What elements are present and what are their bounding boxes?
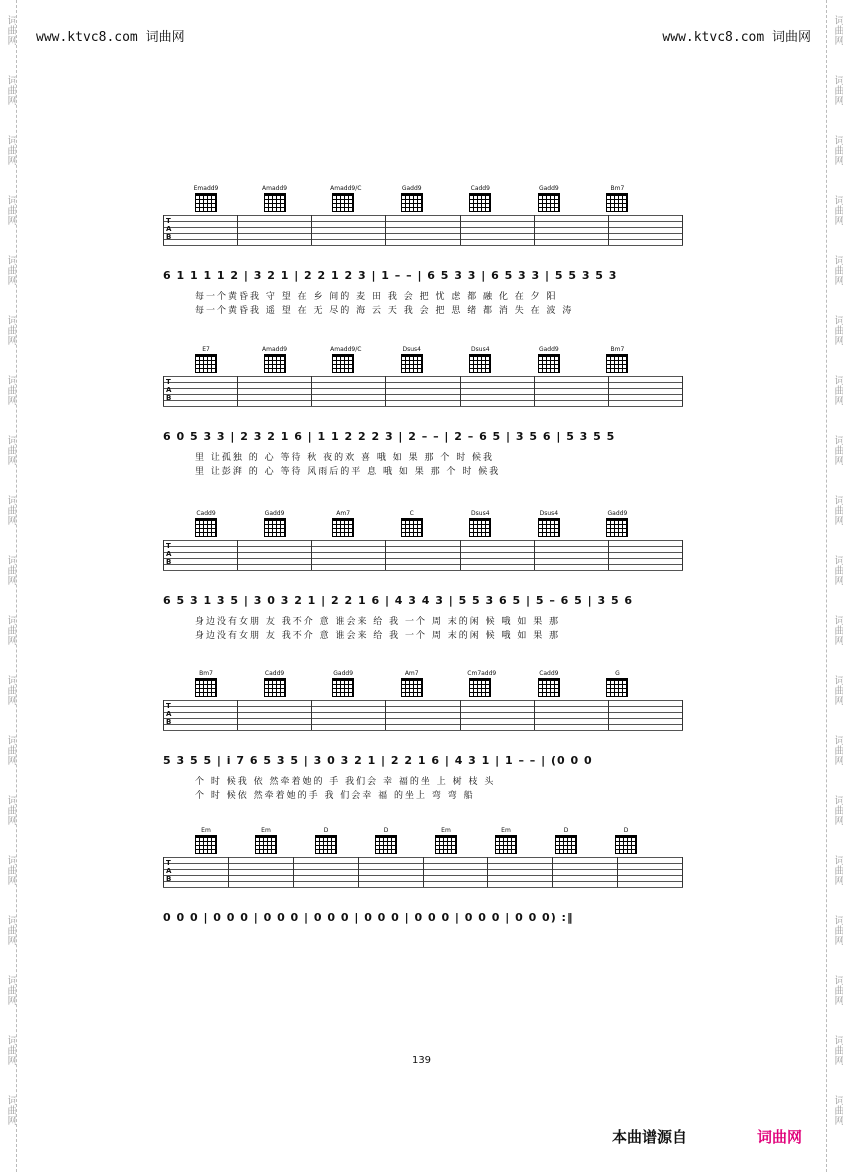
- chord-diagram: [536, 185, 562, 212]
- chord-name: Amadd9: [262, 185, 288, 192]
- chord-diagram: [193, 670, 219, 697]
- chord-grid: [332, 678, 354, 697]
- tab-line: [163, 730, 683, 731]
- side-watermark-text: 词曲网: [832, 135, 843, 165]
- chord-diagram: [399, 510, 425, 537]
- tab-line: [163, 724, 683, 725]
- bar-line: [311, 215, 312, 245]
- chord-diagram: [330, 185, 362, 212]
- tab-line: [163, 706, 683, 707]
- chord-grid: [195, 518, 217, 537]
- side-watermark-text: 词曲网: [832, 435, 843, 465]
- chord-grid: [469, 193, 491, 212]
- side-watermark-text: 词曲网: [5, 435, 16, 465]
- tab-line: [163, 376, 683, 377]
- chord-name: Am7: [404, 670, 419, 677]
- lyric-line: 里 让彭湃 的 心 等待 风雨后的平 息 哦 如 果 那 个 时 候我: [195, 467, 501, 477]
- tab-staff: [163, 376, 683, 406]
- tab-line: [163, 406, 683, 407]
- bar-line: [608, 540, 609, 570]
- chord-diagram: [604, 346, 630, 373]
- chord-grid: [606, 518, 628, 537]
- chord-diagram: [536, 346, 562, 373]
- tab-line: [163, 394, 683, 395]
- chord-name: Em: [261, 827, 271, 834]
- side-watermark-text: 词曲网: [832, 795, 843, 825]
- bar-line: [237, 540, 238, 570]
- chord-diagram: [604, 510, 630, 537]
- tab-staff: [163, 215, 683, 245]
- bar-line: [228, 857, 229, 887]
- bar-line: [163, 700, 164, 730]
- chord-name: Gadd9: [538, 346, 559, 353]
- chord-name: E7: [202, 346, 210, 353]
- bar-line: [163, 215, 164, 245]
- side-watermark-text: 词曲网: [832, 75, 843, 105]
- tab-line: [163, 712, 683, 713]
- tab-line: [163, 558, 683, 559]
- bar-line: [293, 857, 294, 887]
- side-watermark-text: 词曲网: [5, 375, 16, 405]
- side-watermark-text: 词曲网: [5, 795, 16, 825]
- chord-diagram: [536, 510, 562, 537]
- bar-line: [552, 857, 553, 887]
- side-watermark-text: 词曲网: [5, 495, 16, 525]
- bar-line: [608, 376, 609, 406]
- chord-grid: [469, 678, 491, 697]
- chord-name: D: [383, 827, 389, 834]
- chord-name: Em: [201, 827, 211, 834]
- bar-line: [682, 215, 683, 245]
- side-watermark-text: 词曲网: [5, 195, 16, 225]
- chord-name: Emadd9: [193, 185, 219, 192]
- tab-staff: [163, 540, 683, 570]
- lyric-line: 个 时 候我 依 然牵着她的 手 我们会 幸 福的坐 上 树 枝 头: [195, 777, 496, 787]
- chord-name: Dsus4: [402, 346, 421, 353]
- chord-diagram: [262, 670, 288, 697]
- bar-line: [385, 215, 386, 245]
- chord-name: Cadd9: [539, 670, 559, 677]
- page-number: 139: [411, 1055, 432, 1066]
- lyric-line: 身边没有女朋 友 我不介 意 谁会来 给 我 一个 周 末的闲 候 哦 如 果 那: [195, 617, 561, 627]
- chord-grid: [401, 518, 423, 537]
- chord-grid: [401, 678, 423, 697]
- chord-name: Gadd9: [333, 670, 354, 677]
- chord-diagram: [193, 185, 219, 212]
- tab-clef: T A B: [166, 859, 172, 883]
- tab-line: [163, 552, 683, 553]
- chord-name: Cadd9: [264, 670, 285, 677]
- chord-grid: [401, 354, 423, 373]
- side-watermark-text: 词曲网: [5, 855, 16, 885]
- side-watermark-text: 词曲网: [832, 975, 843, 1005]
- chord-grid: [332, 518, 354, 537]
- chord-grid: [332, 354, 354, 373]
- bar-line: [682, 376, 683, 406]
- chord-name: D: [623, 827, 629, 834]
- bar-line: [163, 857, 164, 887]
- chord-diagram: [399, 185, 425, 212]
- bar-line: [385, 376, 386, 406]
- chord-diagram: [399, 670, 425, 697]
- tab-line: [163, 540, 683, 541]
- chord-name: Bm7: [199, 670, 213, 677]
- side-watermark-text: 词曲网: [832, 855, 843, 885]
- chord-grid: [538, 193, 560, 212]
- bar-line: [608, 215, 609, 245]
- lyric-line: 每一个黄昏我 守 望 在 乡 间的 麦 田 我 会 把 忧 虑 都 融 化 在 夕 阳: [195, 292, 558, 302]
- chord-diagram: [330, 670, 356, 697]
- bar-line: [682, 857, 683, 887]
- chord-grid: [264, 518, 286, 537]
- side-watermark-text: 词曲网: [832, 495, 843, 525]
- side-watermark-text: 词曲网: [5, 555, 16, 585]
- chord-grid: [332, 193, 354, 212]
- tab-line: [163, 546, 683, 547]
- side-watermark-text: 词曲网: [5, 735, 16, 765]
- bar-line: [682, 540, 683, 570]
- right-watermark-strip: [826, 0, 843, 1172]
- tab-line: [163, 700, 683, 701]
- jianpu-numbers: 6 0 5 3 3 | 2 3 2 1 6 | 1 1 2 2 2 3 | 2 – – | 2 – 6 5 | 3 5 6 | 5 3 5 5: [163, 430, 616, 443]
- bar-line: [487, 857, 488, 887]
- tab-line: [163, 221, 683, 222]
- chord-diagram: [193, 827, 219, 854]
- tab-line: [163, 887, 683, 888]
- bar-line: [163, 540, 164, 570]
- chord-grid: [195, 193, 217, 212]
- chord-diagram: [253, 827, 279, 854]
- chord-grid: [538, 678, 560, 697]
- chord-diagram: [467, 185, 493, 212]
- chord-diagram: [604, 670, 630, 697]
- chord-diagram: [433, 827, 459, 854]
- tab-line: [163, 388, 683, 389]
- bar-line: [534, 376, 535, 406]
- side-watermark-text: 词曲网: [5, 1095, 16, 1125]
- bar-line: [460, 376, 461, 406]
- tab-clef: T A B: [166, 217, 172, 241]
- chord-name: C: [409, 510, 414, 517]
- bar-line: [311, 540, 312, 570]
- bar-line: [237, 215, 238, 245]
- lyric-line: 个 时 候依 然牵着她的手 我 们会幸 福 的坐上 弯 弯 船: [195, 791, 475, 801]
- chord-grid: [606, 678, 628, 697]
- footer-source-label: 本曲谱源自: [612, 1128, 688, 1146]
- chord-diagram: [330, 346, 362, 373]
- chord-diagram: [313, 827, 339, 854]
- bar-line: [163, 376, 164, 406]
- chord-grid: [195, 354, 217, 373]
- chord-name: Cadd9: [196, 510, 216, 517]
- chord-name: Em: [501, 827, 511, 834]
- chord-diagram: [193, 510, 219, 537]
- side-watermark-text: 词曲网: [832, 315, 843, 345]
- jianpu-numbers: 5 3 5 5 | i 7 6 5 3 5 | 3 0 3 2 1 | 2 2 1 6 | 4 3 1 | 1 – – | (0 0 0: [163, 754, 593, 767]
- bar-line: [617, 857, 618, 887]
- bar-line: [460, 215, 461, 245]
- bar-line: [460, 540, 461, 570]
- bar-line: [423, 857, 424, 887]
- tab-staff: [163, 857, 683, 887]
- chord-grid: [195, 835, 217, 854]
- side-watermark-text: 词曲网: [5, 135, 16, 165]
- left-watermark-strip: [0, 0, 17, 1172]
- side-watermark-text: 词曲网: [5, 675, 16, 705]
- chord-diagram: [613, 827, 639, 854]
- jianpu-numbers: 6 5 3 1 3 5 | 3 0 3 2 1 | 2 2 1 6 | 4 3 4 3 | 5 5 3 6 5 | 5 – 6 5 | 3 5 6: [163, 594, 634, 607]
- side-watermark-text: 词曲网: [832, 735, 843, 765]
- chord-grid: [615, 835, 637, 854]
- chord-name: Amadd9/C: [330, 346, 362, 353]
- chord-diagram: [553, 827, 579, 854]
- side-watermark-text: 词曲网: [5, 15, 16, 45]
- chord-name: Gadd9: [264, 510, 285, 517]
- chord-name: Cm7add9: [467, 670, 497, 677]
- chord-name: Am7: [336, 510, 351, 517]
- chord-name: D: [323, 827, 329, 834]
- tab-line: [163, 382, 683, 383]
- side-watermark-text: 词曲网: [5, 1035, 16, 1065]
- tab-line: [163, 570, 683, 571]
- side-watermark-text: 词曲网: [5, 75, 16, 105]
- side-watermark-text: 词曲网: [832, 1035, 843, 1065]
- side-watermark-text: 词曲网: [832, 675, 843, 705]
- chord-diagram: [467, 670, 497, 697]
- jianpu-numbers: 6 1 1 1 1 2 | 3 2 1 | 2 2 1 2 3 | 1 – – | 6 5 3 3 | 6 5 3 3 | 5 5 3 5 3: [163, 269, 618, 282]
- tab-staff: [163, 700, 683, 730]
- chord-name: Dsus4: [471, 510, 490, 517]
- lyric-line: 里 让孤独 的 心 等待 秋 夜的欢 喜 哦 如 果 那 个 时 候我: [195, 453, 495, 463]
- bar-line: [385, 700, 386, 730]
- chord-grid: [435, 835, 457, 854]
- chord-grid: [538, 354, 560, 373]
- chord-diagram: [330, 510, 356, 537]
- side-watermark-text: 词曲网: [832, 1095, 843, 1125]
- tab-clef: T A B: [166, 702, 172, 726]
- side-watermark-text: 词曲网: [832, 615, 843, 645]
- chord-grid: [469, 354, 491, 373]
- bar-line: [237, 700, 238, 730]
- chord-name: Gadd9: [607, 510, 628, 517]
- lyric-line: 每一个黄昏我 遥 望 在 无 尽的 海 云 天 我 会 把 思 绪 都 消 失 在 波 涛: [195, 306, 574, 316]
- chord-name: D: [563, 827, 569, 834]
- bar-line: [311, 700, 312, 730]
- side-watermark-text: 词曲网: [5, 615, 16, 645]
- bar-line: [358, 857, 359, 887]
- chord-name: Amadd9: [262, 346, 288, 353]
- chord-grid: [375, 835, 397, 854]
- chord-diagram: [262, 510, 288, 537]
- bar-line: [682, 700, 683, 730]
- chord-diagram: [193, 346, 219, 373]
- chord-diagram: [399, 346, 425, 373]
- header-right-site: www.ktvc8.com 词曲网: [662, 30, 811, 45]
- chord-name: Bm7: [610, 185, 625, 192]
- chord-name: Gadd9: [538, 185, 559, 192]
- bar-line: [534, 215, 535, 245]
- tab-line: [163, 233, 683, 234]
- bar-line: [460, 700, 461, 730]
- bar-line: [385, 540, 386, 570]
- side-watermark-text: 词曲网: [832, 195, 843, 225]
- bar-line: [237, 376, 238, 406]
- chord-diagram: [467, 510, 493, 537]
- side-watermark-text: 词曲网: [832, 15, 843, 45]
- chord-name: Bm7: [610, 346, 625, 353]
- tab-line: [163, 245, 683, 246]
- chord-grid: [255, 835, 277, 854]
- side-watermark-text: 词曲网: [832, 915, 843, 945]
- side-watermark-text: 词曲网: [832, 555, 843, 585]
- chord-name: Em: [441, 827, 451, 834]
- side-watermark-text: 词曲网: [832, 255, 843, 285]
- side-watermark-text: 词曲网: [5, 975, 16, 1005]
- side-watermark-text: 词曲网: [5, 915, 16, 945]
- side-watermark-text: 词曲网: [5, 315, 16, 345]
- tab-clef: T A B: [166, 542, 172, 566]
- bar-line: [534, 540, 535, 570]
- chord-grid: [264, 354, 286, 373]
- chord-grid: [606, 354, 628, 373]
- tab-line: [163, 718, 683, 719]
- chord-name: Gadd9: [401, 185, 422, 192]
- chord-grid: [538, 518, 560, 537]
- bar-line: [311, 376, 312, 406]
- chord-name: Amadd9/C: [330, 185, 362, 192]
- chord-diagram: [262, 185, 288, 212]
- bar-line: [534, 700, 535, 730]
- chord-name: Cadd9: [470, 185, 490, 192]
- header-left-site: www.ktvc8.com 词曲网: [36, 30, 185, 45]
- tab-clef: T A B: [166, 378, 172, 402]
- footer-brand: 词曲网: [757, 1128, 803, 1146]
- chord-name: Dsus4: [539, 510, 559, 517]
- chord-grid: [195, 678, 217, 697]
- side-watermark-text: 词曲网: [5, 255, 16, 285]
- lyric-line: 身边没有女朋 友 我不介 意 谁会来 给 我 一个 周 末的闲 候 哦 如 果 那: [195, 631, 561, 641]
- tab-line: [163, 239, 683, 240]
- jianpu-numbers: 0 0 0 | 0 0 0 | 0 0 0 | 0 0 0 | 0 0 0 | 0 0 0 | 0 0 0 | 0 0 0) :‖: [163, 911, 574, 924]
- tab-line: [163, 215, 683, 216]
- chord-diagram: [467, 346, 493, 373]
- chord-name: G: [615, 670, 620, 677]
- chord-grid: [264, 193, 286, 212]
- chord-diagram: [604, 185, 630, 212]
- tab-line: [163, 564, 683, 565]
- chord-grid: [495, 835, 517, 854]
- chord-grid: [469, 518, 491, 537]
- chord-grid: [264, 678, 286, 697]
- side-watermark-text: 词曲网: [832, 375, 843, 405]
- chord-diagram: [536, 670, 562, 697]
- chord-diagram: [493, 827, 519, 854]
- tab-line: [163, 227, 683, 228]
- bar-line: [608, 700, 609, 730]
- chord-grid: [555, 835, 577, 854]
- chord-grid: [606, 193, 628, 212]
- chord-diagram: [262, 346, 288, 373]
- tab-line: [163, 400, 683, 401]
- chord-grid: [315, 835, 337, 854]
- chord-name: Dsus4: [471, 346, 490, 353]
- chord-diagram: [373, 827, 399, 854]
- chord-grid: [401, 193, 423, 212]
